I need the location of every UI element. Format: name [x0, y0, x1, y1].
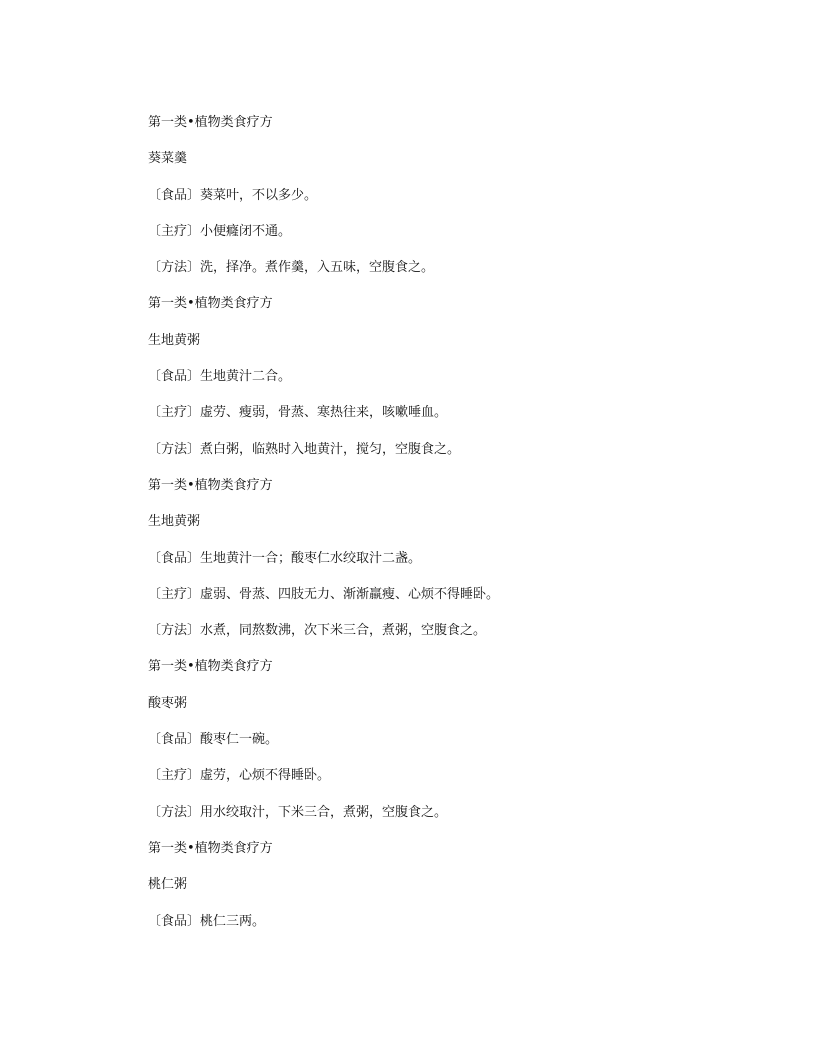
ingredients-line: 〔食品〕酸枣仁一碗。 — [148, 732, 279, 748]
indications-line: 〔主疗〕虚劳、瘦弱，骨蒸、寒热往来，咳嗽唾血。 — [148, 405, 448, 421]
method-line: 〔方法〕水煮，同熬数沸，次下米三合，煮粥，空腹食之。 — [148, 623, 487, 639]
recipe-name: 葵菜羹 — [148, 151, 188, 167]
indications-line: 〔主疗〕虚劳，心烦不得睡卧。 — [148, 768, 331, 784]
category-heading: 第一类•植物类食疗方 — [148, 296, 273, 312]
method-line: 〔方法〕用水绞取汁，下米三合，煮粥，空腹食之。 — [148, 804, 448, 820]
recipe-name: 生地黄粥 — [148, 514, 201, 530]
method-line: 〔方法〕洗，择净。煮作羹，入五味，空腹食之。 — [148, 260, 435, 276]
recipe-name: 生地黄粥 — [148, 332, 201, 348]
recipe-name: 桃仁粥 — [148, 877, 188, 893]
ingredients-line: 〔食品〕生地黄汁一合；酸枣仁水绞取汁二盏。 — [148, 550, 422, 566]
ingredients-line: 〔食品〕桃仁三两。 — [148, 913, 266, 929]
category-heading: 第一类•植物类食疗方 — [148, 840, 273, 856]
recipe-name: 酸枣粥 — [148, 695, 188, 711]
category-heading: 第一类•植物类食疗方 — [148, 477, 273, 493]
ingredients-line: 〔食品〕葵菜叶，不以多少。 — [148, 187, 318, 203]
ingredients-line: 〔食品〕生地黄汁二合。 — [148, 369, 292, 385]
indications-line: 〔主疗〕虚弱、骨蒸、四肢无力、渐渐羸瘦、心烦不得睡卧。 — [148, 586, 500, 602]
method-line: 〔方法〕煮白粥，临熟时入地黄汁，搅匀，空腹食之。 — [148, 441, 461, 457]
indications-line: 〔主疗〕小便癃闭不通。 — [148, 223, 292, 239]
category-heading: 第一类•植物类食疗方 — [148, 659, 273, 675]
document-page — [148, 114, 768, 949]
category-heading: 第一类•植物类食疗方 — [148, 115, 273, 130]
